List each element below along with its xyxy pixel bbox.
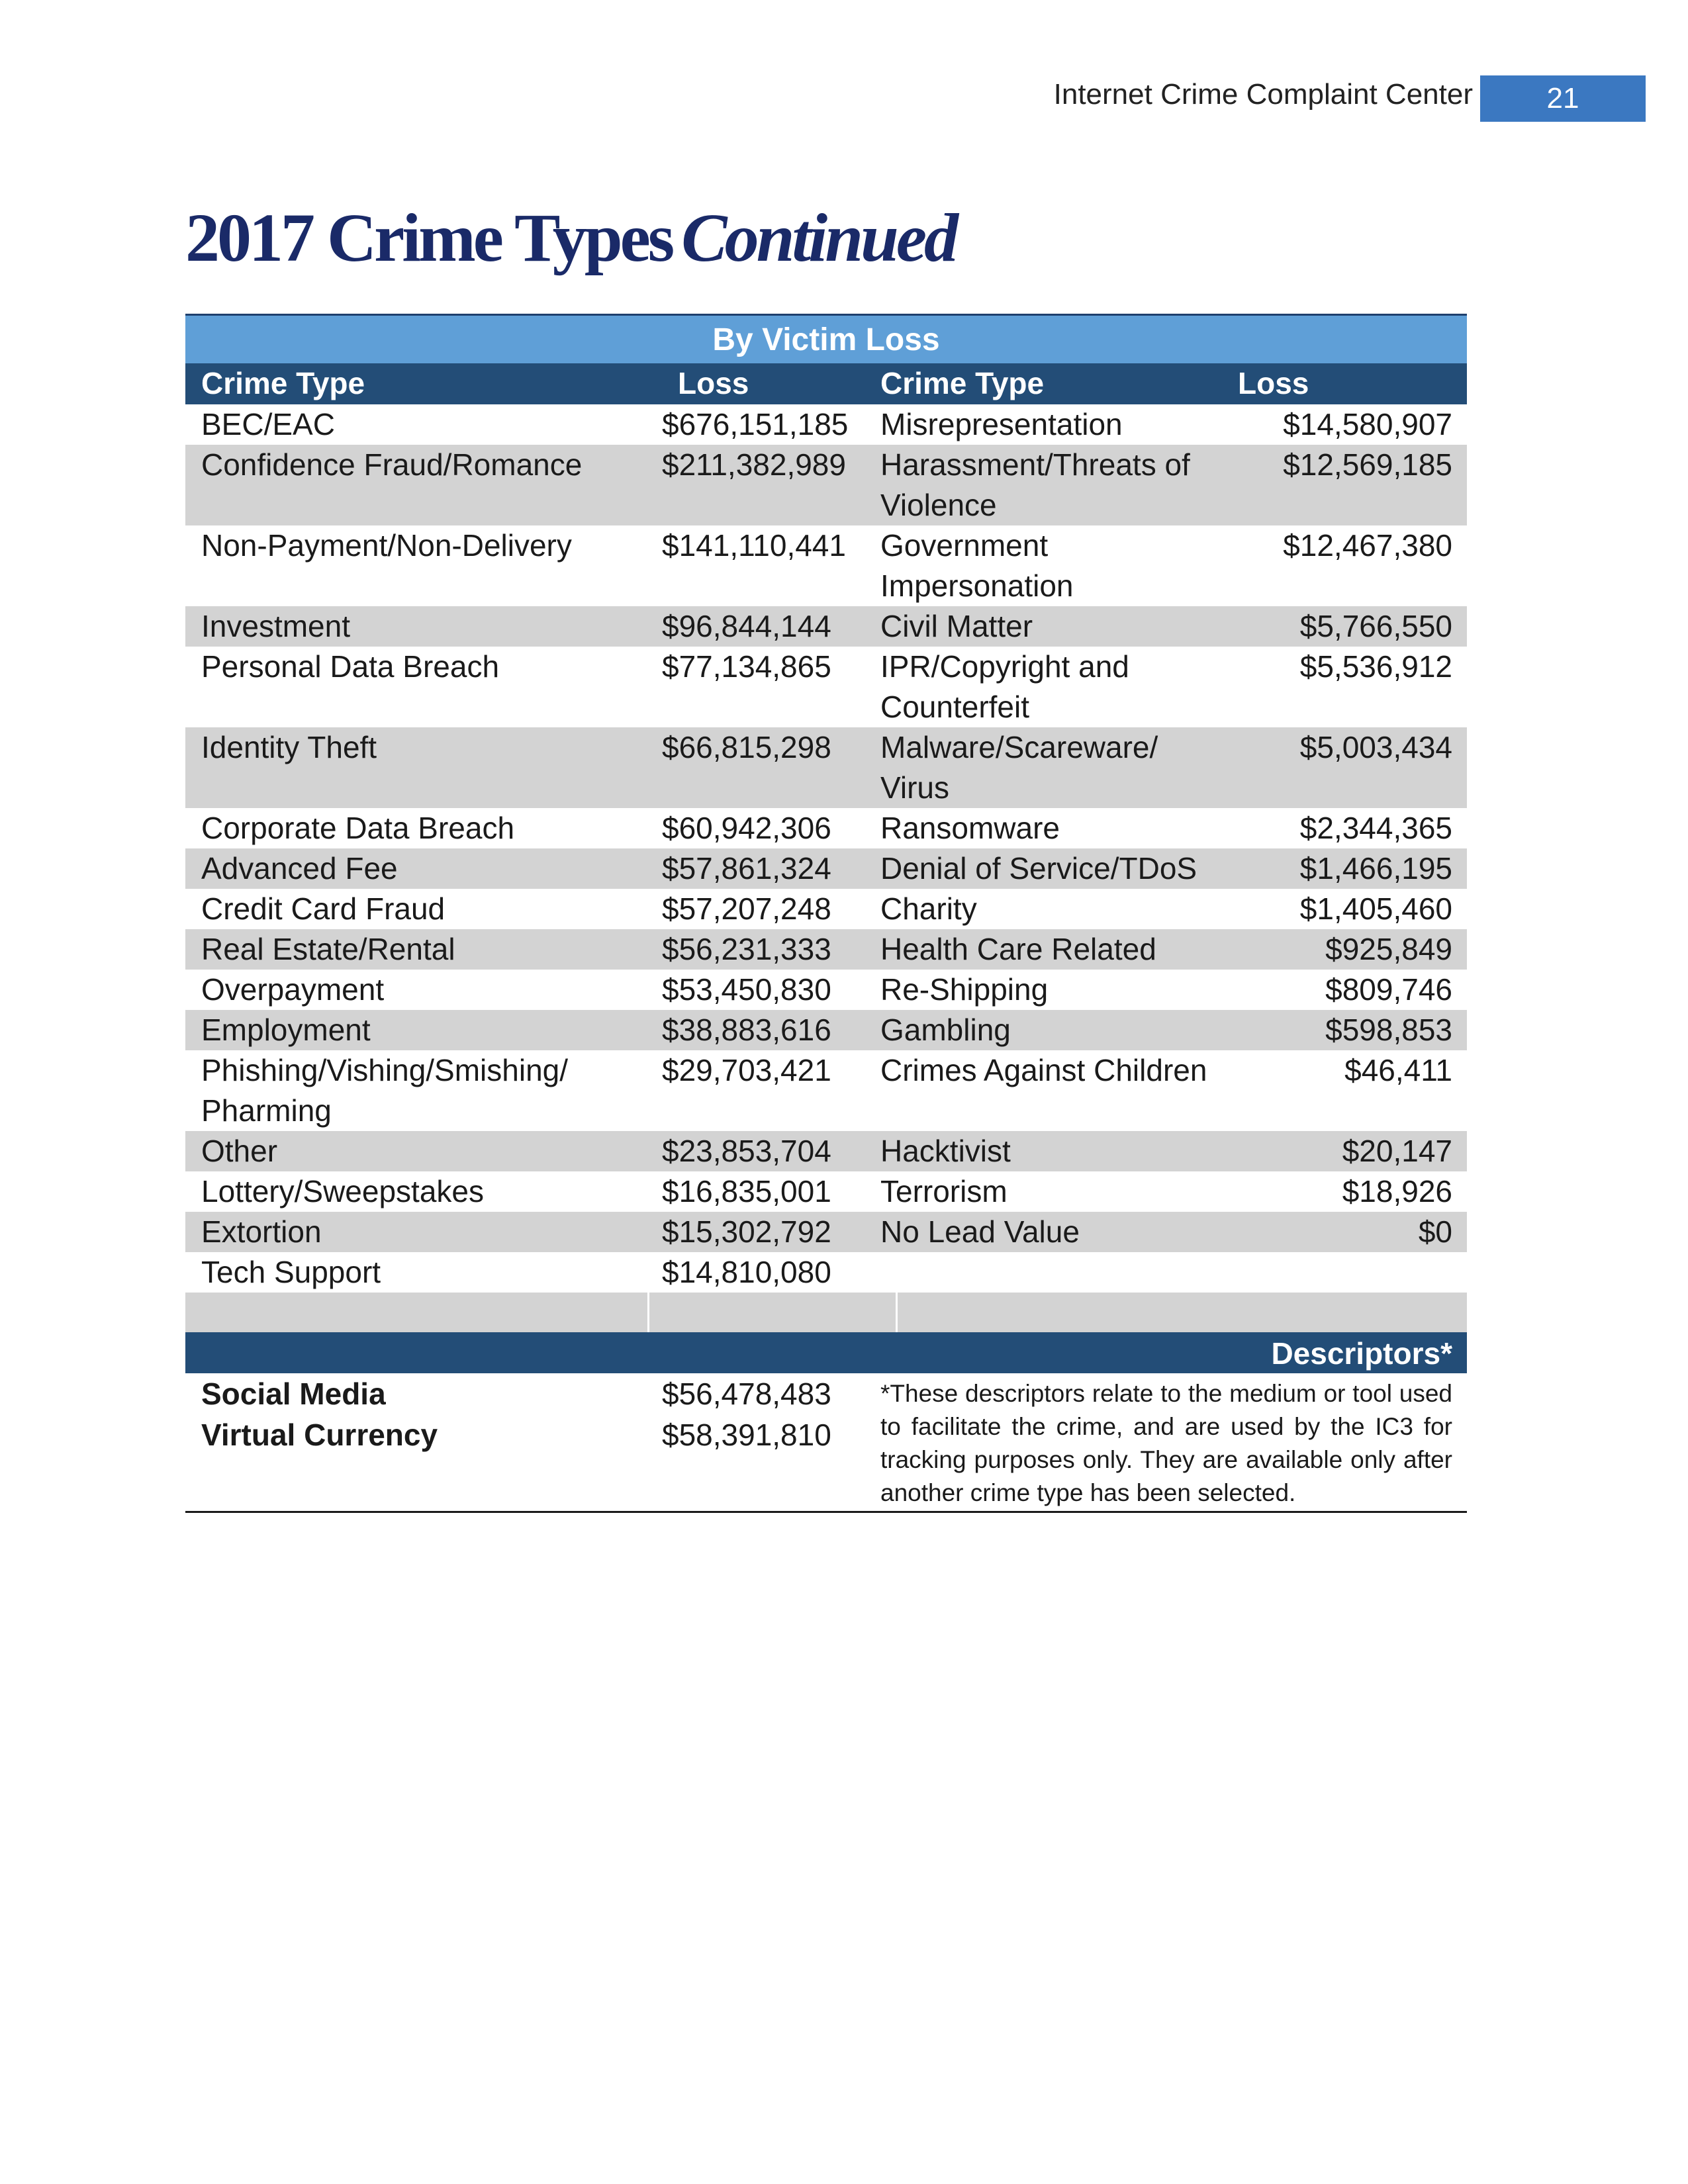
- loss-left-cell: $29,703,421: [662, 1053, 831, 1087]
- table-row: [185, 929, 1467, 970]
- descriptor-row: [185, 1373, 865, 1414]
- descriptor-loss: $56,478,483: [662, 1377, 831, 1411]
- table-row: [185, 404, 1467, 445]
- table-row: [185, 1252, 1467, 1293]
- crime-type-right-cell: Malware/Scareware/ Virus: [880, 730, 1158, 805]
- table-spacer-row: [185, 1293, 1467, 1332]
- table-row: [185, 848, 1467, 889]
- table-row: [185, 808, 1467, 848]
- crime-type-right-cell: Charity: [880, 891, 977, 926]
- crime-type-left-cell: Tech Support: [201, 1255, 381, 1289]
- loss-left-cell: $56,231,333: [662, 932, 831, 966]
- table-row: [185, 727, 1467, 808]
- page-title-continued: Continued: [681, 200, 957, 276]
- descriptors-footnote: *These descriptors relate to the medium or tool used to facilitate the crime, and are used by the IC3 for tracking purposes only. They are available only after another crime type has been selected.: [880, 1380, 1452, 1506]
- loss-right-cell: $5,536,912: [1299, 649, 1452, 684]
- loss-left-cell: $14,810,080: [662, 1255, 831, 1289]
- loss-right-cell: $18,926: [1342, 1174, 1452, 1208]
- crime-type-right-cell: Gambling: [880, 1013, 1011, 1047]
- descriptor-loss: $58,391,810: [662, 1418, 831, 1452]
- crime-type-right-cell: Re-Shipping: [880, 972, 1049, 1007]
- table-band-title: By Victim Loss: [185, 316, 1467, 363]
- loss-right-cell: $14,580,907: [1283, 407, 1452, 441]
- loss-right-cell: $12,569,185: [1283, 447, 1452, 482]
- crime-type-left-cell: Extortion: [201, 1214, 322, 1249]
- loss-right-cell: $46,411: [1344, 1053, 1452, 1087]
- crime-type-right-cell: Harassment/Threats of Violence: [880, 447, 1190, 522]
- loss-left-cell: $57,861,324: [662, 851, 831, 886]
- loss-left-cell: $57,207,248: [662, 891, 831, 926]
- loss-left-cell: $38,883,616: [662, 1013, 831, 1047]
- loss-right-cell: $1,466,195: [1299, 851, 1452, 886]
- crime-type-left-cell: Lottery/Sweepstakes: [201, 1174, 485, 1208]
- loss-left-cell: $23,853,704: [662, 1134, 831, 1168]
- descriptor-row: [185, 1414, 865, 1455]
- column-header-loss-right: Loss: [1238, 366, 1309, 400]
- page-number: 21: [1480, 75, 1646, 122]
- table-column-header: [185, 363, 1467, 404]
- loss-left-cell: $15,302,792: [662, 1214, 831, 1249]
- table-row: [185, 445, 1467, 525]
- crime-type-left-cell: Non-Payment/Non-Delivery: [201, 528, 572, 563]
- crime-type-right-cell: Civil Matter: [880, 609, 1033, 643]
- crime-type-left-cell: Other: [201, 1134, 278, 1168]
- crime-type-right-cell: No Lead Value: [880, 1214, 1080, 1249]
- crime-type-right-cell: Health Care Related: [880, 932, 1156, 966]
- crime-type-left-cell: Confidence Fraud/Romance: [201, 447, 583, 482]
- crime-type-left-cell: Investment: [201, 609, 350, 643]
- descriptors-list: [185, 1373, 865, 1510]
- crime-type-right-cell: Crimes Against Children: [880, 1053, 1207, 1087]
- crime-type-left-cell: Personal Data Breach: [201, 649, 500, 684]
- loss-right-cell: $20,147: [1342, 1134, 1452, 1168]
- crime-type-right-cell: Misrepresentation: [880, 407, 1123, 441]
- loss-right-cell: $809,746: [1325, 972, 1452, 1007]
- crime-type-right-cell: Ransomware: [880, 811, 1060, 845]
- header-org-name: Internet Crime Complaint Center: [1053, 78, 1473, 111]
- table-row: [185, 1212, 1467, 1252]
- table-row: [185, 1131, 1467, 1171]
- loss-left-cell: $77,134,865: [662, 649, 831, 684]
- loss-right-cell: $598,853: [1325, 1013, 1452, 1047]
- crime-type-right-cell: Denial of Service/TDoS: [880, 851, 1197, 886]
- page-title: [185, 199, 956, 277]
- table-body: [185, 404, 1467, 1293]
- loss-right-cell: $925,849: [1325, 932, 1452, 966]
- victim-loss-table: [185, 314, 1467, 1513]
- loss-right-cell: $2,344,365: [1299, 811, 1452, 845]
- descriptor-label: Virtual Currency: [201, 1418, 438, 1452]
- page-title-main: 2017 Crime Types: [185, 200, 673, 276]
- loss-right-cell: $5,003,434: [1299, 730, 1452, 764]
- column-header-crime-type-right: Crime Type: [880, 366, 1045, 400]
- column-header-loss-left: Loss: [678, 366, 749, 400]
- crime-type-right-cell: IPR/Copyright and Counterfeit: [880, 649, 1129, 724]
- table-row: [185, 889, 1467, 929]
- loss-left-cell: $211,382,989: [662, 447, 846, 482]
- loss-left-cell: $96,844,144: [662, 609, 831, 643]
- table-row: [185, 970, 1467, 1010]
- loss-left-cell: $66,815,298: [662, 730, 831, 764]
- descriptor-label: Social Media: [201, 1377, 386, 1411]
- table-row: [185, 1050, 1467, 1131]
- crime-type-left-cell: Advanced Fee: [201, 851, 398, 886]
- loss-left-cell: $676,151,185: [662, 407, 849, 441]
- table-row: [185, 525, 1467, 606]
- loss-right-cell: $12,467,380: [1283, 528, 1452, 563]
- crime-type-right-cell: Hacktivist: [880, 1134, 1011, 1168]
- crime-type-left-cell: Employment: [201, 1013, 371, 1047]
- loss-right-cell: $1,405,460: [1299, 891, 1452, 926]
- crime-type-left-cell: Corporate Data Breach: [201, 811, 515, 845]
- loss-left-cell: $53,450,830: [662, 972, 831, 1007]
- column-header-crime-type-left: Crime Type: [201, 366, 365, 400]
- loss-left-cell: $141,110,441: [662, 528, 846, 563]
- descriptors-header: Descriptors*: [185, 1332, 1467, 1373]
- loss-left-cell: $60,942,306: [662, 811, 831, 845]
- crime-type-left-cell: Identity Theft: [201, 730, 377, 764]
- crime-type-left-cell: Real Estate/Rental: [201, 932, 455, 966]
- crime-type-right-cell: Government Impersonation: [880, 528, 1074, 603]
- table-row: [185, 1171, 1467, 1212]
- table-row: [185, 647, 1467, 727]
- crime-type-right-cell: Terrorism: [880, 1174, 1008, 1208]
- loss-right-cell: $0: [1418, 1214, 1452, 1249]
- crime-type-left-cell: Overpayment: [201, 972, 385, 1007]
- table-row: [185, 1010, 1467, 1050]
- crime-type-left-cell: Phishing/Vishing/Smishing/ Pharming: [201, 1053, 569, 1128]
- table-row: [185, 606, 1467, 647]
- crime-type-left-cell: Credit Card Fraud: [201, 891, 445, 926]
- loss-left-cell: $16,835,001: [662, 1174, 831, 1208]
- crime-type-left-cell: BEC/EAC: [201, 407, 335, 441]
- descriptors-block: [185, 1373, 1467, 1513]
- loss-right-cell: $5,766,550: [1299, 609, 1452, 643]
